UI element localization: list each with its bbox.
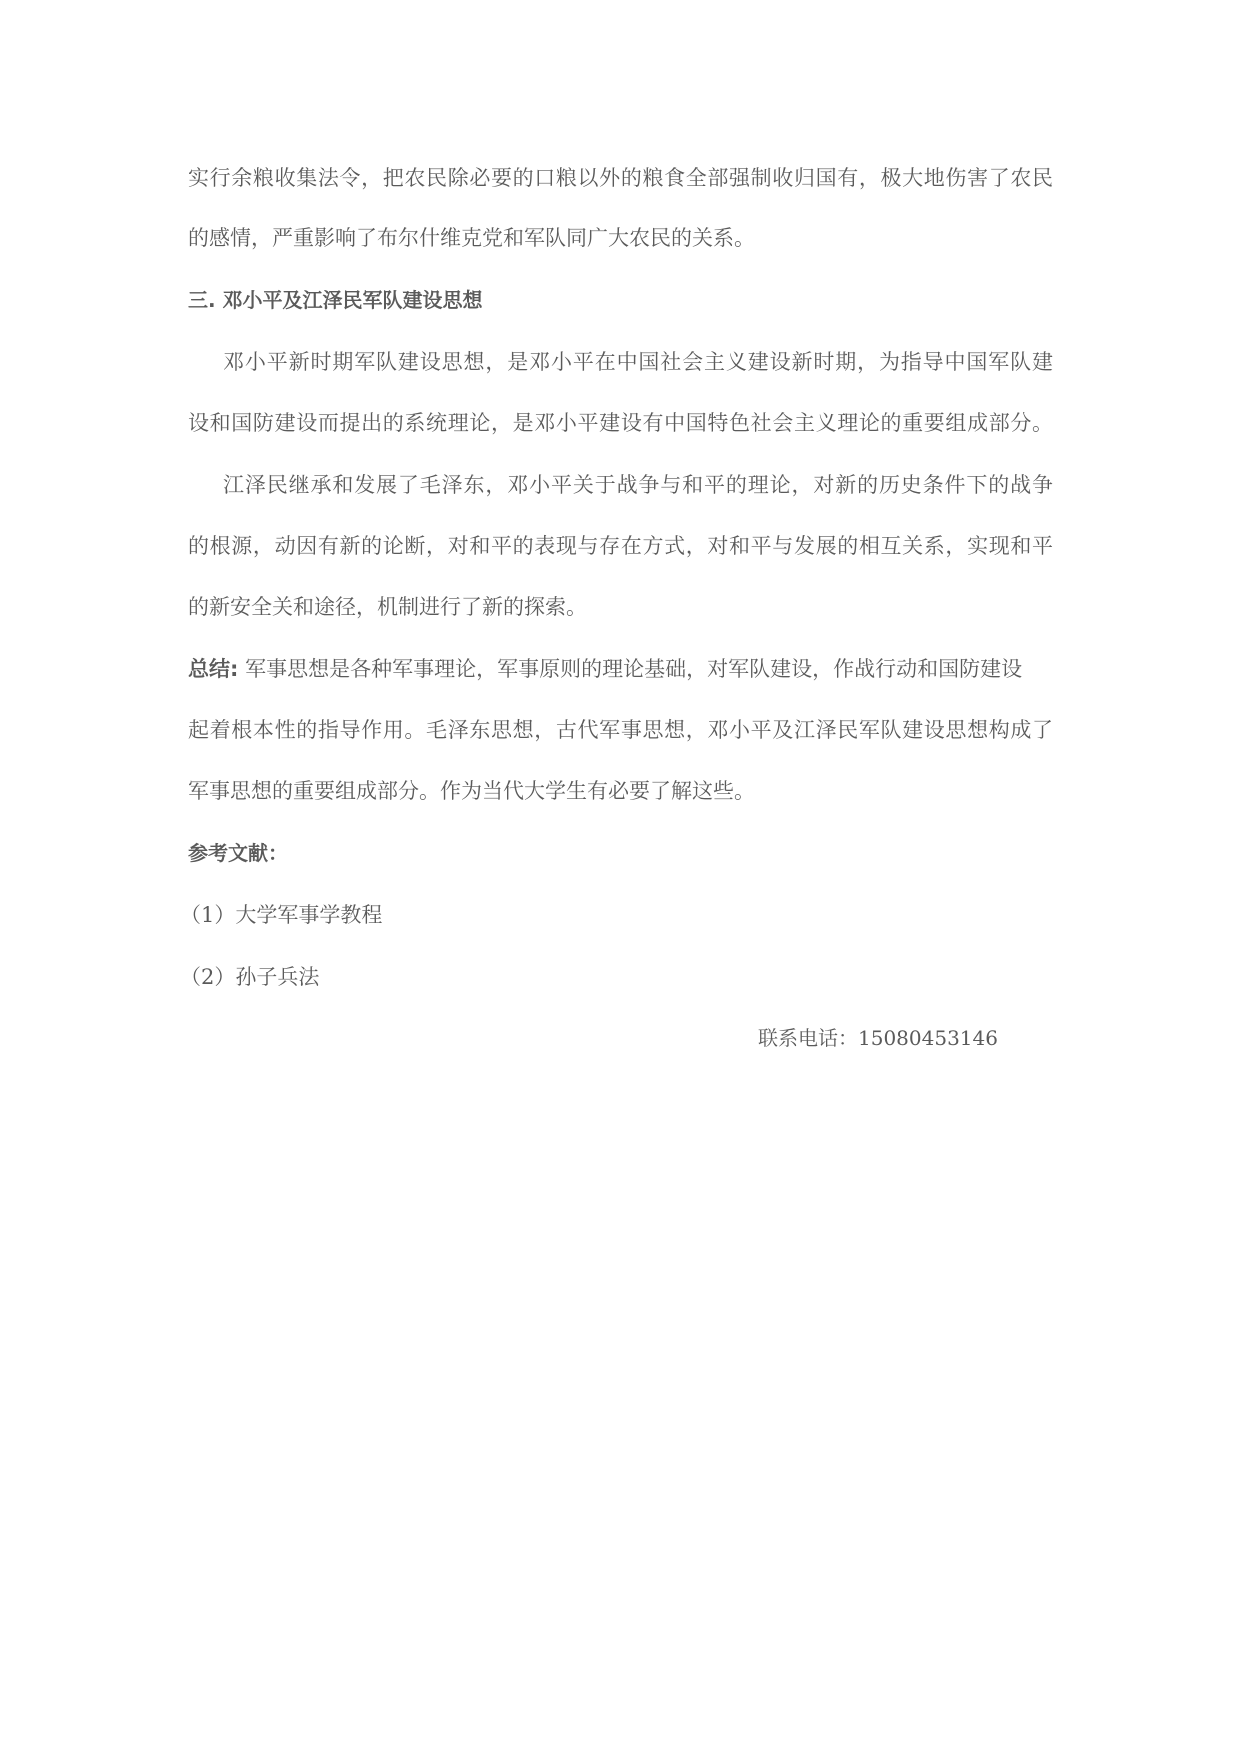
contact-phone: 联系电话：15080453146 bbox=[758, 1026, 998, 1050]
summary-first-text: 军事思想是各种军事理论，军事原则的理论基础，对军队建设，作战行动和国防建设 bbox=[238, 657, 1023, 681]
summary-first-line bbox=[188, 654, 1053, 684]
section-3-para1-line-2: 设和国防建设而提出的系统理论，是邓小平建设有中国特色社会主义理论的重要组成部分。 bbox=[188, 411, 1053, 435]
section-3-para2-line-1: 江泽民继承和发展了毛泽东，邓小平关于战争与和平的理论，对新的历史条件下的战争 bbox=[223, 473, 1053, 497]
section-3-heading: 三. 邓小平及江泽民军队建设思想 bbox=[188, 288, 483, 312]
reference-item-1: （1）大学军事学教程 bbox=[180, 903, 383, 927]
section-3-para1-line-1: 邓小平新时期军队建设思想，是邓小平在中国社会主义建设新时期，为指导中国军队建 bbox=[223, 350, 1053, 374]
references-heading: 参考文献： bbox=[188, 841, 288, 865]
intro-line-2: 的感情，严重影响了布尔什维克党和军队同广大农民的关系。 bbox=[188, 226, 755, 250]
intro-line-1: 实行余粮收集法令，把农民除必要的口粮以外的粮食全部强制收归国有，极大地伤害了农民 bbox=[188, 166, 1053, 190]
reference-item-2: （2）孙子兵法 bbox=[180, 965, 320, 989]
section-3-para2-line-3: 的新安全关和途径，机制进行了新的探索。 bbox=[188, 595, 587, 619]
summary-line-3: 军事思想的重要组成部分。作为当代大学生有必要了解这些。 bbox=[188, 779, 755, 803]
summary-label: 总结: bbox=[188, 657, 239, 681]
section-3-para2-line-2: 的根源，动因有新的论断，对和平的表现与存在方式，对和平与发展的相互关系，实现和平 bbox=[188, 534, 1053, 558]
summary-line-2: 起着根本性的指导作用。毛泽东思想，古代军事思想，邓小平及江泽民军队建设思想构成了 bbox=[188, 718, 1053, 742]
